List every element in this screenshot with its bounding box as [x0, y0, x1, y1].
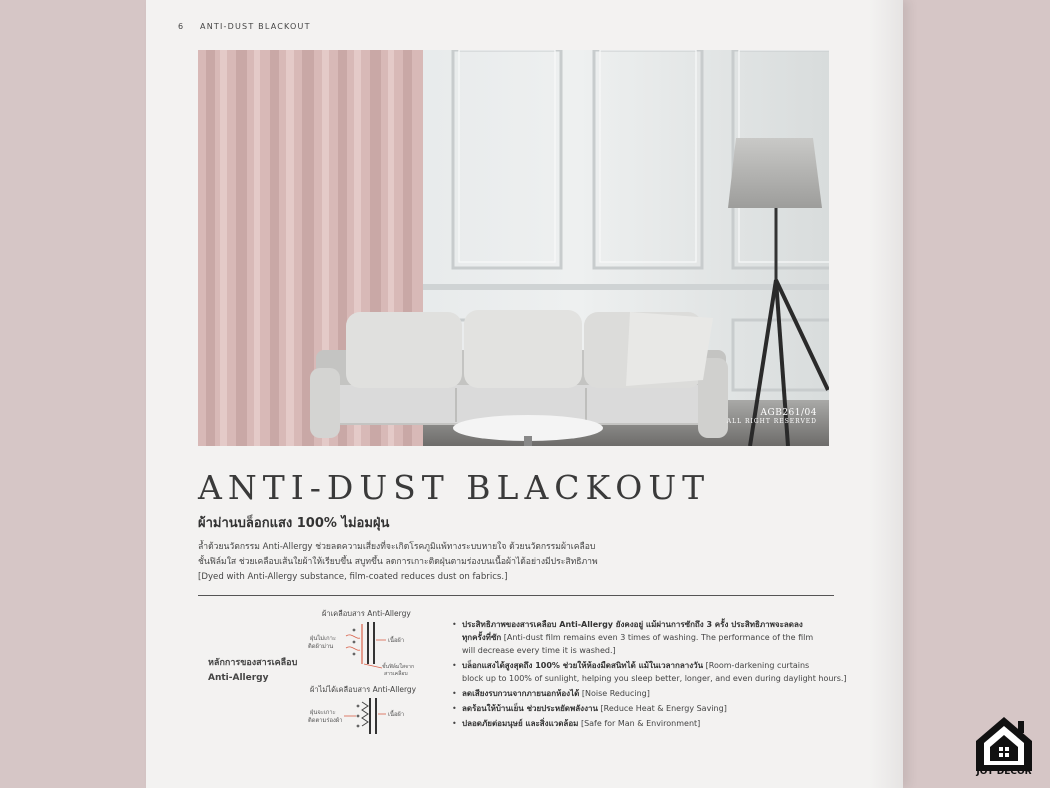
feature-th: ลดร้อนให้บ้านเย็น ช่วยประหยัดพลังงาน	[462, 704, 598, 713]
coating-diagram	[296, 606, 446, 736]
coated-right-label: เนื้อผ้า	[388, 638, 405, 644]
coated-left-label: ติดผ้าม่าน	[308, 644, 334, 650]
feature-th: ปลอดภัยต่อมนุษย์ และสิ่งแวดล้อม	[462, 718, 579, 728]
principle-label-en: Anti-Allergy	[208, 673, 269, 683]
coated-film-label: ชั้นฟิล์มใสจาก	[382, 664, 415, 670]
page-header	[178, 22, 311, 31]
rights-notice: ALL RIGHT RESERVED	[726, 418, 817, 425]
principle-label	[208, 656, 297, 686]
feature-th: ลดเสียงรบกวนจากภายนอกห้องได้	[462, 689, 580, 699]
section-name: ANTI-DUST BLACKOUT	[200, 22, 311, 31]
feature-en: [Reduce Heat & Energy Saving]	[597, 704, 727, 713]
product-code	[727, 408, 817, 425]
page-edge	[870, 0, 903, 788]
uncoated-right-label: เนื้อผ้า	[388, 712, 405, 718]
coated-title: ผ้าเคลือบสาร Anti-Allergy	[322, 609, 411, 618]
list-item	[452, 687, 852, 700]
feature-en: block up to 100% of sunlight, helping you sleep better, longer, and even during daylight hours.]	[462, 674, 847, 684]
feature-th: ทุกครั้งที่ซัก	[462, 633, 502, 643]
feature-en: [Anti-dust film remains even 3 times of washing. The performance of the film	[501, 633, 814, 643]
description	[198, 540, 668, 585]
list-item	[452, 702, 852, 715]
product-photo	[198, 50, 829, 446]
product-code-value: AGB261/04	[760, 408, 817, 418]
divider	[198, 595, 834, 596]
principle-label-th: หลักการของสารเคลือบ	[208, 658, 298, 668]
feature-en: will decrease every time it is washed.]	[462, 646, 616, 656]
feature-th: บล็อกแสงได้สูงสุดถึง 100% ช่วยให้ห้องมืดสนิทได้ แม้ในเวลากลางวัน	[462, 661, 704, 671]
logo-text: JOY DECOR	[976, 767, 1032, 777]
feature-th: ประสิทธิภาพของสารเคลือบ Anti-Allergy ยังคงอยู่ แม้ผ่านการซักถึง 3 ครั้ง ประสิทธิภาพจะลดลง	[462, 620, 803, 629]
description-line: [Dyed with Anti-Allergy substance, film-coated reduces dust on fabrics.]	[198, 572, 508, 582]
page-number: 6	[178, 22, 185, 31]
uncoated-title: ผ้าไม่ได้เคลือบสาร Anti-Allergy	[310, 685, 417, 694]
page-title: ANTI-DUST BLACKOUT	[198, 468, 711, 507]
description-line: ชั้นฟิล์มใส ช่วยเคลือบเส้นใยผ้าให้เรียบขึ้น สบูทขึ้น ลดการเกาะติดฝุ่นตามร่องบนเนื้อผ้าได้อย่างมีประสิทธิภาพ	[198, 557, 598, 567]
coated-fabric-icon	[346, 622, 386, 668]
feature-list	[452, 618, 852, 732]
description-line: ล้ำด้วยนวัตกรรม Anti-Allergy ช่วยลดความเสี่ยงที่จะเกิดโรคภูมิแพ้ทางระบบหายใจ ด้วยนวัตกรรมผ้าเคลือบ	[198, 542, 596, 552]
page-subtitle: ผ้าม่านบล็อกแสง 100% ไม่อมฝุ่น	[198, 516, 390, 531]
list-item	[452, 618, 852, 658]
uncoated-left-label: ฝุ่นจะเกาะ	[310, 710, 336, 716]
coated-left-label: ฝุ่นไม่เกาะ	[310, 636, 336, 642]
list-item	[452, 717, 852, 730]
feature-en: [Room-darkening curtains	[703, 661, 810, 671]
feature-en: [Safe for Man & Environment]	[578, 718, 701, 728]
catalog-page	[146, 0, 903, 788]
list-item	[452, 659, 852, 685]
coated-film-label: สารเคลือบ	[384, 671, 408, 677]
uncoated-fabric-icon	[344, 698, 386, 734]
feature-en: [Noise Reducing]	[579, 689, 650, 699]
uncoated-left-label: ติดตามร่องผ้า	[308, 718, 343, 724]
